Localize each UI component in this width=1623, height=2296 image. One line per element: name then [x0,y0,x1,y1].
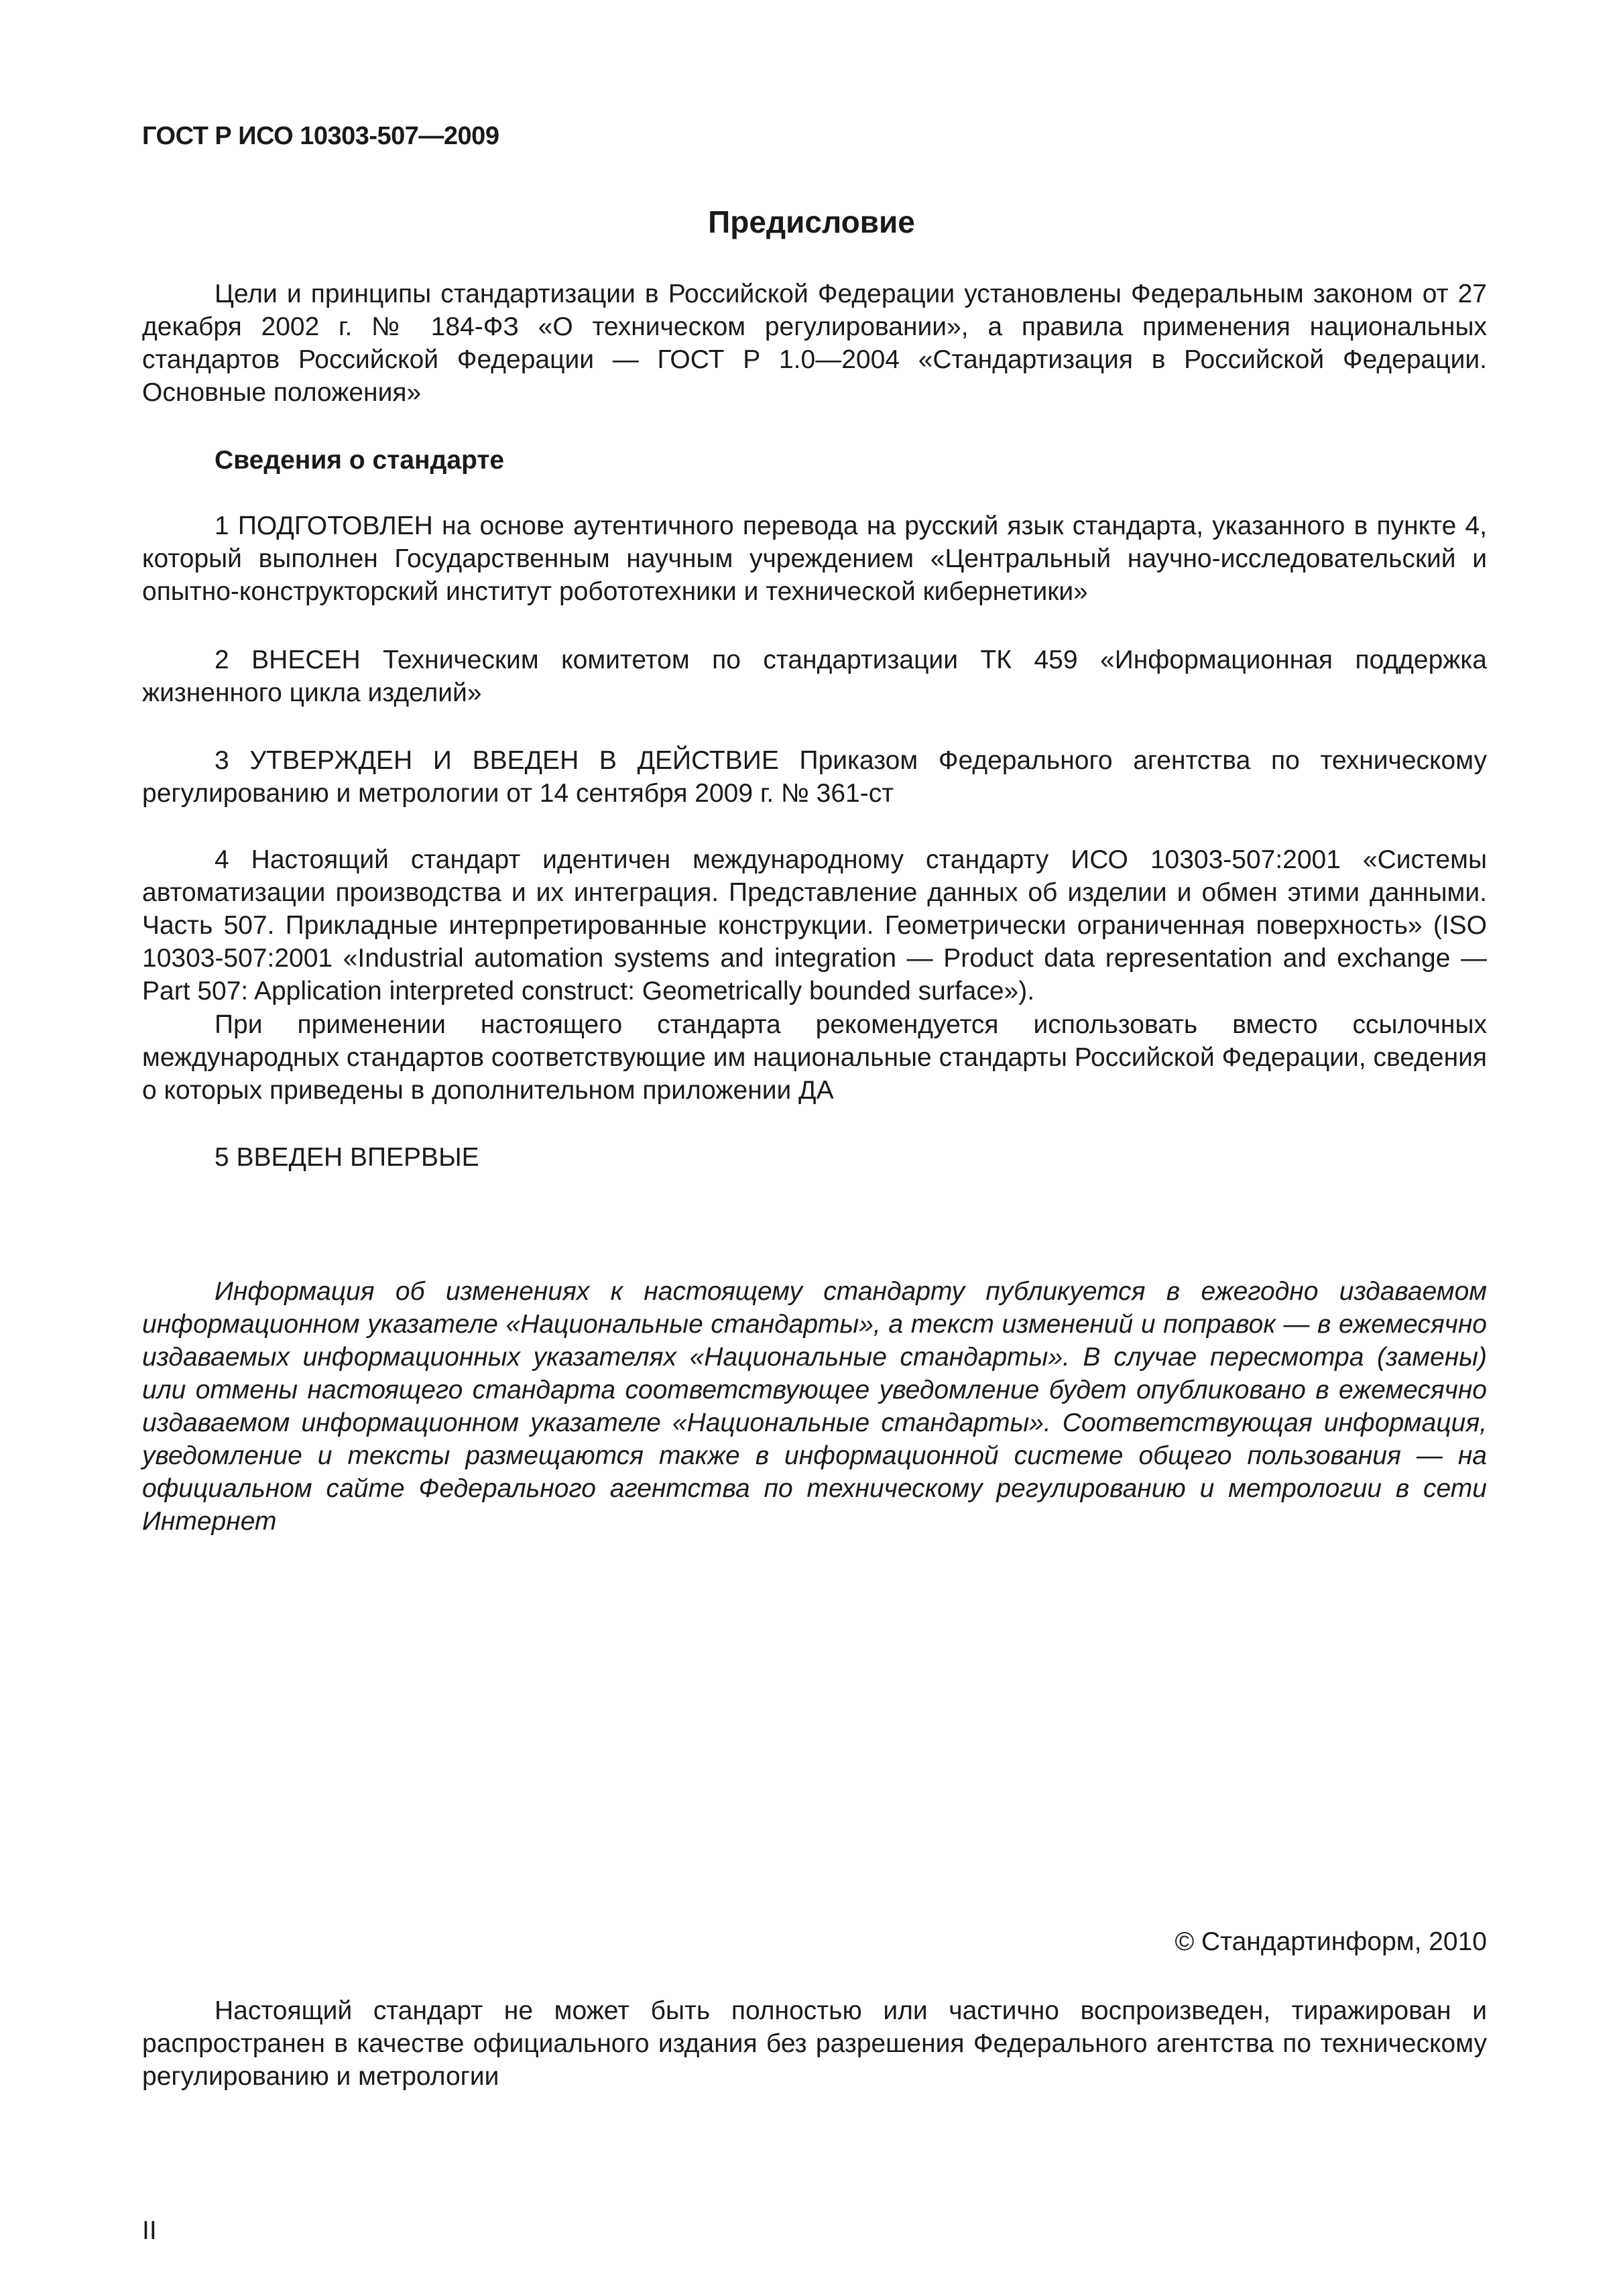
copyright-line: © Стандартинформ, 2010 [1175,1927,1487,1956]
section-subheading: Сведения о стандарте [215,446,505,475]
reproduction-notice: Настоящий стандарт не может быть полностью или частично воспроизведен, тиражирован и распространен в качестве официального издания без разрешения Федерального агентства по техническому регулированию и метрологии [142,1996,1487,2091]
page-number: II [142,2216,157,2245]
item-4-note-paragraph: При применении настоящего стандарта рекомендуется использовать вместо ссылочных международных стандартов соответствующие им национальные стандарты Российской Федерации, сведения о которых приведены в дополнительном приложении ДА [142,1010,1488,1105]
item-3-paragraph: 3 УТВЕРЖДЕН И ВВЕДЕН В ДЕЙСТВИЕ Приказом Федерального агентства по техническому регулированию и метрологии от 14 сентября 2009 г. № 361-ст [142,746,1487,808]
page-title: Предисловие [708,204,915,239]
document-header: ГОСТ Р ИСО 10303-507—2009 [142,122,499,150]
item-2-paragraph: 2 ВНЕСЕН Техническим комитетом по стандартизации ТК 459 «Информационная поддержка жизненного цикла изделий» [142,646,1487,707]
item-4-paragraph: 4 Настоящий стандарт идентичен международному стандарту ИСО 10303-507:2001 «Системы автоматизации производства и их интеграция. Представление данных об изделии и обмен этими данными. Часть 507. Прикладные интерпретированные конструкции. Геометрически ограниченная поверхность» (ISO 10303-507:2001 «Industrial automation systems and integration — Product data representation and exchange — Part 507: Application interpreted construct: Geometrically bounded surface»). [142,845,1487,1006]
changes-notice: Информация об изменениях к настоящему стандарту публикуется в ежегодно издаваемом информационном указателе «Национальные стандарты», а текст изменений и поправок — в ежемесячно издаваемых информационных указателях «Национальные стандарты». В случае пересмотра (замены) или отмены настоящего стандарта соответствующее уведомление будет опубликовано в ежемесячно издаваемом информационном указателе «Национальные стандарты». Соответствующая информация, уведомление и тексты размещаются также в информационной системе общего пользования — на официальном сайте Федерального агентства по техническому регулированию и метрологии в сети Интернет [142,1277,1487,1536]
item-1-paragraph: 1 ПОДГОТОВЛЕН на основе аутентичного перевода на русский язык стандарта, указанного в пункте 4, который выполнен Государственным научным учреждением «Центральный научно-исследовательский и опытно-конструкторский институт робототехники и технической кибернетики» [142,511,1487,606]
item-5-paragraph: 5 ВВЕДЕН ВПЕРВЫЕ [215,1143,479,1172]
intro-paragraph: Цели и принципы стандартизации в Российской Федерации установлены Федеральным законом от 27 декабря 2002 г. № 184-ФЗ «О техническом регулировании», а правила применения национальных стандартов Российской Федерации — ГОСТ Р 1.0—2004 «Стандартизация в Российской Федерации. Основные положения» [142,280,1487,407]
